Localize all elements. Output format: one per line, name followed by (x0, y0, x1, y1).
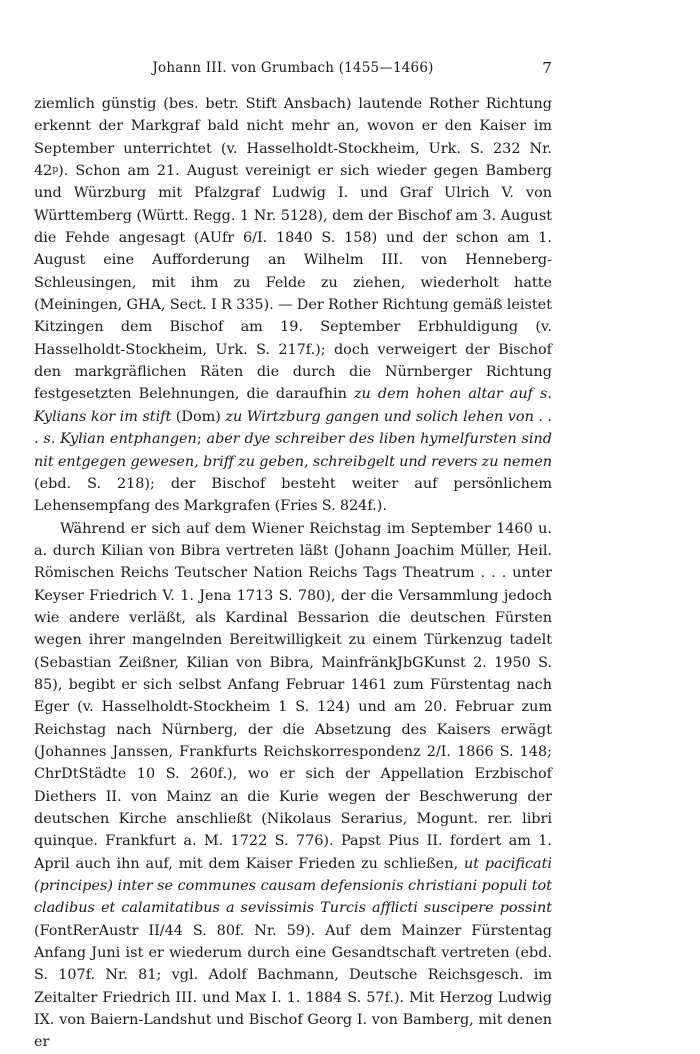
italic-quote: zu Wirtzburg gangen und solich lehen von . . . s. Kylian entphangen (34, 408, 552, 448)
text-run: ziemlich günstig (bes. betr. Stift Ansbach) lautende Rother Richtung erkennt der Markgraf bald nicht mehr an, wovon er den Kaiser im September unterrichtet (v. Hasselholdt-Stockheim, Urk. S. 232 Nr. 42 (34, 96, 552, 180)
text-run: ; (196, 431, 207, 448)
paragraph-1 (34, 93, 552, 518)
italic-quote: zu dem hohen altar auf s. Kylians kor im stift (34, 386, 552, 425)
italic-quote: ut pacificati (principes) inter se communes causam defensionis christiani populi tot cladibus et calamitatibus a sevissimis Turcis afflicti suscipere possint (34, 855, 552, 917)
text-run: (Dom) (171, 408, 226, 425)
body-text (34, 93, 552, 1054)
paragraph-2 (34, 518, 552, 1054)
text-run: (FontRerAustr II/44 S. 80f. Nr. 59). Auf dem Mainzer Fürstentag Anfang Juni ist er wiederum durch eine Gesandtschaft vertreten (ebd. S. 107f. Nr. 81; vgl. Adolf Bachmann, Deutsche Reichsgesch. im Zeitalter Friedrich III. und Max I. 1. 1884 S. 57f.). Mit Herzog Ludwig IX. von Baiern-Landshut und Bischof Georg I. von Bamberg, mit denen er (34, 922, 552, 1051)
running-title: Johann III. von Grumbach (1455—1466) (152, 60, 434, 76)
italic-quote: aber dye schreiber des liben hymelfursten sind nit entgegen gewesen, briff zu geben, schreibgelt und revers zu nemen (34, 431, 552, 470)
text-run: (ebd. S. 218); der Bischof besteht weiter auf persönlichem Lehensempfang des Markgrafen (Fries S. 824f.). (34, 475, 552, 515)
text-run: Während er sich auf dem Wiener Reichstag im September 1460 u. a. durch Kilian von Bibra vertreten läßt (Johann Joachim Müller, Heil. Römischen Reichs Teutscher Nation Reichs Tags Theatrum . . . unter Keyser Friedrich V. 1. Jena 1713 S. 780), der die Versammlung jedoch wie andere verläßt, als Kardinal Bessarion die deutschen Fürsten wegen ihrer mangelnden Bereitwilligkeit zu einem Türkenzug tadelt (Sebastian Zeißner, Kilian von Bibra, MainfränkJbGKunst 2. 1950 S. 85), begibt er sich selbst Anfang Februar 1461 zum Fürstentag nach Eger (v. Hasselholdt-Stockheim 1 S. 124) und am 20. Februar zum Reichstag nach Nürnberg, der die Absetzung des Kaisers erwägt (Johannes Janssen, Frankfurts Reichskorrespondenz 2/I. 1866 S. 148; ChrDtStädte 10 S. 260f.), wo er sich der Appellation Erzbischof Diethers II. von Mainz an die Kurie wegen der Beschwerung der deutschen Kirche anschließt (Nikolaus Serarius, Mogunt. rer. libri quinque. Frankfurt a. M. 1722 S. 776). Papst Pius II. fordert am 1. April auch ihn auf, mit dem Kaiser Frieden zu schließen, (34, 520, 552, 872)
text-run: ). Schon am 21. August vereinigt er sich wieder gegen Bamberg und Würzburg mit Pfalzgraf Ludwig I. und Graf Ulrich V. von Württemberg (Württ. Regg. 1 Nr. 5128), dem der Bischof am 3. August die Fehde angesagt (AUfr 6/I. 1840 S. 158) und der schon am 1. August eine Aufforderung an Wilhelm III. von Henneberg-Schleusingen, mit ihm zu Felde zu ziehen, wiederholt hatte (Meiningen, GHA, Sect. I R 335). — Der Rother Richtung gemäß leistet Kitzingen dem Bischof am 19. September Erbhuldigung (v. Hasselholdt-Stockheim, Urk. S. 217f.); doch verweigert der Bischof den markgräflichen Räten die durch die Nürnberger Richtung festgesetzten Belehnungen, die daraufhin (34, 163, 552, 403)
page-number: 7 (542, 59, 552, 77)
superscript: p (52, 165, 59, 176)
